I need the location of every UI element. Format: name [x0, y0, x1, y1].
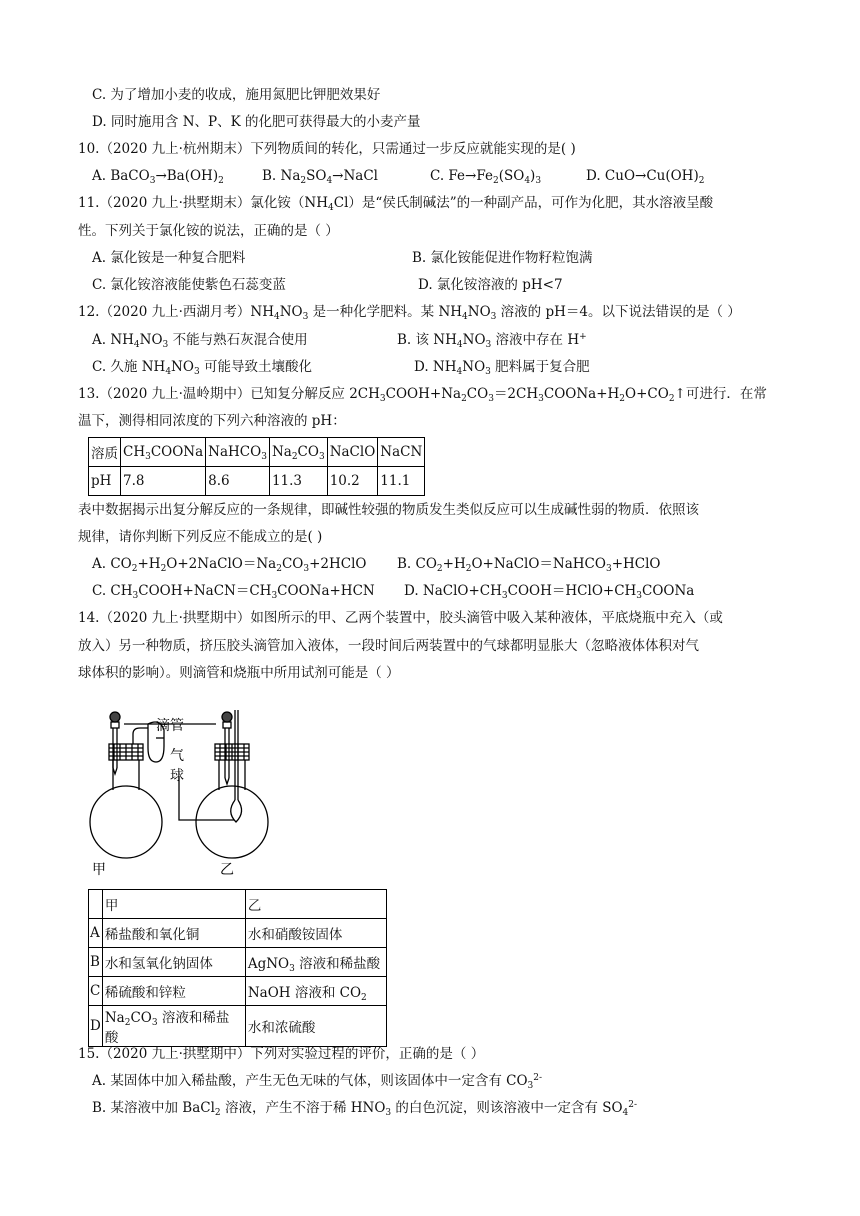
table-cell: 11.3 — [269, 467, 327, 496]
q13-option-c: C. $CH_3COOH+NaCN=CH_3COONa+HCN$ — [92, 583, 375, 601]
table-row — [89, 919, 387, 948]
q11-option-a: A. 氯化铵是一种复合肥料 — [92, 250, 246, 266]
table-cell: 水和浓硫酸 — [245, 1006, 386, 1047]
table-cell: 稀硫酸和锌粒 — [102, 977, 245, 1006]
flask-jia — [90, 712, 164, 858]
table-cell: $CH_3COONa$ — [121, 438, 206, 467]
dropper-label: 滴管 — [156, 718, 184, 734]
q13-option-a: A. $CO_2+H_2O+2NaClO=Na_2CO_3+2HClO$ — [92, 556, 367, 574]
q11-options-row2 — [92, 275, 792, 295]
table-cell: NaHCO$_3$ — [206, 438, 270, 467]
q13-after-line1: 表中数据揭示出复分解反应的一条规律，即碱性较强的物质发生类似反应可以生成碱性弱的物质．依照该 — [78, 502, 699, 518]
q15-option-a: A. 某固体中加入稀盐酸，产生无色无味的气体，则该固体中一定含有 $CO_3^{2-}$ — [92, 1073, 543, 1091]
q12-option-a: A. $NH_4NO_3$ 不能与熟石灰混合使用 — [92, 332, 308, 350]
q13-after-line2: 规律，请你判断下列反应不能成立的是( ) — [78, 529, 323, 545]
table-cell: B — [89, 948, 103, 977]
table-cell: 10.2 — [327, 467, 378, 496]
table-cell: 8.6 — [206, 467, 270, 496]
q10-option-a: A. $BaCO_3\to Ba(OH)_2$ — [92, 168, 224, 186]
table-cell: 乙 — [245, 890, 386, 919]
q13-stem-line1: 13.（2020 九上·温岭期中）已知复分解反应 $2CH_3COOH+Na_2CO_3=2CH_3COONa+H_2O+CO_2↑$可进行．在常 — [78, 386, 767, 404]
q11-stem-line1: 11.（2020 九上·拱墅期末）氯化铵$(NH_4Cl)$是“侯氏制碱法”的一种副产品，可作为化肥，其水溶液呈酸 — [78, 195, 714, 213]
table-cell: $Na_2CO_3$ — [269, 438, 327, 467]
table-row — [89, 1006, 387, 1047]
balloon-label-1: 气 — [170, 748, 184, 764]
table-cell: A — [89, 919, 103, 948]
q13-options-row1 — [92, 554, 792, 574]
table-cell: D — [89, 1006, 103, 1047]
table-row — [89, 890, 387, 919]
q11-option-b: B. 氯化铵能促进作物籽粒饱满 — [412, 250, 593, 266]
q11-options-row1 — [92, 248, 792, 268]
table-row — [89, 467, 425, 496]
flask-yi — [196, 710, 268, 858]
q13-option-b: B. $CO_2+H_2O+NaClO=NaHCO_3+HClO$ — [397, 556, 661, 574]
q15-stem: 15.（2020 九上·拱墅期中）下列对实验过程的评价，正确的是（ ） — [78, 1046, 485, 1062]
table-cell: 甲 — [102, 890, 245, 919]
table-cell: 水和氢氧化钠固体 — [102, 948, 245, 977]
q12-option-b: B. 该 $NH_4NO_3$ 溶液中存在 H+ — [397, 332, 587, 350]
table-row — [89, 977, 387, 1006]
table-cell: NaOH 溶液和 $CO_2$ — [245, 977, 386, 1006]
table-cell: 水和硝酸铵固体 — [245, 919, 386, 948]
q9-option-c: C. 为了增加小麦的收成，施用氮肥比钾肥效果好 — [92, 87, 381, 103]
table-row — [89, 438, 425, 467]
q12-options-row2 — [92, 357, 792, 377]
q11-option-d: D. 氯化铵溶液的 pH<7 — [418, 277, 563, 293]
table-cell: 稀盐酸和氧化铜 — [102, 919, 245, 948]
q10-option-b: B. $Na_2SO_4\to NaCl$ — [262, 168, 378, 186]
table-cell: AgNO$_3$ 溶液和稀盐酸 — [245, 948, 386, 977]
q10-option-c: C. $Fe\to Fe_2(SO_4)_3$ — [430, 168, 542, 186]
table-cell: NaClO — [327, 438, 378, 467]
table-cell: pH — [89, 467, 121, 496]
q12-stem: 12.（2020 九上·西湖月考）$NH_4NO_3$ 是一种化学肥料。某 $NH_4NO_3$ 溶液的 pH＝4。以下说法错误的是（ ） — [78, 304, 741, 322]
q12-options-row1 — [92, 330, 792, 350]
table-cell: $Na_2CO_3$ 溶液和稀盐酸 — [102, 1006, 245, 1047]
q14-answer-table — [88, 889, 387, 1047]
q14-apparatus-figure — [86, 700, 326, 878]
flask-jia-label: 甲 — [92, 862, 106, 878]
balloon-label-2: 球 — [170, 768, 184, 784]
table-cell: 11.1 — [378, 467, 425, 496]
q13-options-row2 — [92, 581, 812, 601]
table-cell: C — [89, 977, 103, 1006]
table-cell — [89, 890, 103, 919]
q12-option-c: C. 久施 $NH_4NO_3$ 可能导致土壤酸化 — [92, 359, 312, 377]
q10-stem: 10.（2020 九上·杭州期末）下列物质间的转化，只需通过一步反应就能实现的是( ) — [78, 141, 576, 157]
q12-option-d: D. $NH_4NO_3$ 肥料属于复合肥 — [414, 359, 590, 377]
q14-stem-line3: 球体积的影响）。则滴管和烧瓶中所用试剂可能是（ ） — [78, 665, 400, 681]
q13-stem-line2: 温下，测得相同浓度的下列六种溶液的 pH： — [78, 413, 346, 429]
q13-option-d: D. $NaClO+CH_3COOH=HClO+CH_3COONa$ — [404, 583, 695, 601]
q15-option-b: B. 某溶液中加 BaCl$_2$ 溶液，产生不溶于稀 $HNO_3$ 的白色沉淀，则该溶液中一定含有 $SO_4^{2-}$ — [92, 1100, 638, 1118]
table-cell: 7.8 — [121, 467, 206, 496]
table-cell: 溶质 — [89, 438, 121, 467]
q13-ph-table — [88, 437, 425, 496]
q10-options — [92, 166, 792, 186]
q14-stem-line2: 放入）另一种物质，挤压胶头滴管加入液体，一段时间后两装置中的气球都明显胀大（忽略液体体积对气 — [78, 638, 699, 654]
table-row — [89, 948, 387, 977]
q14-stem-line1: 14.（2020 九上·拱墅期中）如图所示的甲、乙两个装置中，胶头滴管中吸入某种液体，平底烧瓶中充入（或 — [78, 610, 723, 626]
q11-stem-line2: 性。下列关于氯化铵的说法，正确的是（ ） — [78, 223, 339, 239]
flask-yi-label: 乙 — [220, 862, 234, 878]
q11-option-c: C. 氯化铵溶液能使紫色石蕊变蓝 — [92, 277, 286, 293]
q10-option-d: D. $CuO\to Cu(OH)_2$ — [586, 168, 705, 186]
q9-option-d: D. 同时施用含 N、P、K 的化肥可获得最大的小麦产量 — [92, 114, 421, 130]
table-cell: NaCN — [378, 438, 425, 467]
